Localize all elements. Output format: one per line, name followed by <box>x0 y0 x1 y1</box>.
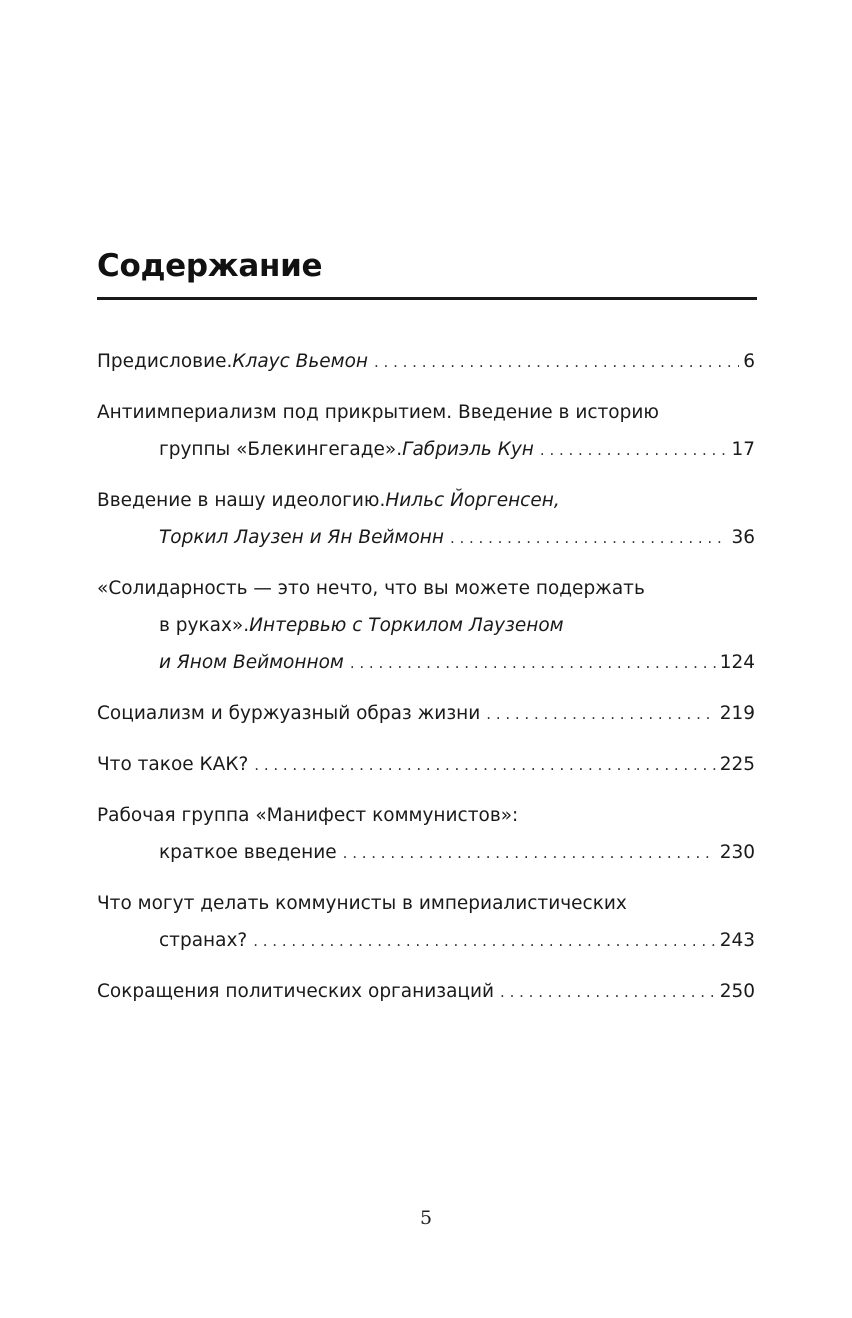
entry-author: Клаус Вьемон <box>232 351 369 372</box>
entry-title: странах? <box>159 930 248 951</box>
entry-title: «Солидарность — это нечто, что вы можете подержать <box>97 578 645 599</box>
entry-title: Введение в нашу идеологию. <box>97 490 386 511</box>
toc-entry <box>97 482 755 557</box>
toc-entry <box>97 695 755 733</box>
toc-list <box>97 343 755 1024</box>
toc-entry <box>97 394 755 469</box>
toc-line <box>97 922 755 960</box>
toc-line <box>97 973 755 1011</box>
dot-leader <box>486 695 715 733</box>
entry-page-number: 225 <box>719 754 755 775</box>
entry-author: Нильс Йоргенсен, <box>385 490 560 511</box>
entry-title: Что такое КАК? <box>97 754 249 775</box>
toc-entry <box>97 570 755 682</box>
entry-page-number: 230 <box>719 842 755 863</box>
toc-line <box>97 607 755 644</box>
toc-entry <box>97 343 755 381</box>
dot-leader <box>374 343 739 381</box>
entry-title: Антиимпериализм под прикрытием. Введение в историю <box>97 402 659 423</box>
entry-author: Торкил Лаузен и Ян Веймонн <box>159 527 444 548</box>
entry-title: Сокращения политических организаций <box>97 981 495 1002</box>
toc-line <box>97 885 755 922</box>
dot-leader <box>253 922 715 960</box>
toc-heading: Содержание <box>97 248 323 284</box>
dot-leader <box>500 973 716 1011</box>
dot-leader <box>450 519 728 557</box>
toc-line <box>97 482 755 519</box>
entry-title: Предисловие. <box>97 351 233 372</box>
toc-line <box>97 394 755 431</box>
toc-line <box>97 343 755 381</box>
entry-page-number: 250 <box>719 981 755 1002</box>
entry-page-number: 36 <box>731 527 755 548</box>
entry-author: Интервью с Торкилом Лаузеном <box>249 615 564 636</box>
toc-line <box>97 834 755 872</box>
entry-page-number: 17 <box>731 439 755 460</box>
toc-line <box>97 746 755 784</box>
toc-line <box>97 797 755 834</box>
heading-rule <box>97 297 757 300</box>
page-number: 5 <box>419 1207 433 1229</box>
toc-entry <box>97 797 755 872</box>
toc-entry <box>97 973 755 1011</box>
entry-author: и Яном Веймонном <box>159 652 344 673</box>
toc-line <box>97 695 755 733</box>
dot-leader <box>350 644 716 682</box>
toc-line <box>97 570 755 607</box>
entry-page-number: 243 <box>719 930 755 951</box>
toc-line <box>97 519 755 557</box>
entry-title: в руках». <box>159 615 250 636</box>
entry-page-number: 219 <box>719 703 755 724</box>
toc-entry <box>97 746 755 784</box>
entry-page-number: 6 <box>743 351 755 372</box>
entry-title: группы «Блекингегаде». <box>159 439 403 460</box>
entry-page-number: 124 <box>719 652 755 673</box>
toc-line <box>97 644 755 682</box>
entry-title: Что могут делать коммунисты в империалистических <box>97 893 627 914</box>
toc-entry <box>97 885 755 960</box>
entry-author: Габриэль Кун <box>402 439 534 460</box>
entry-title: краткое введение <box>159 842 337 863</box>
entry-title: Социализм и буржуазный образ жизни <box>97 703 481 724</box>
entry-title: Рабочая группа «Манифест коммунистов»: <box>97 805 519 826</box>
dot-leader <box>254 746 715 784</box>
toc-line <box>97 431 755 469</box>
dot-leader <box>540 431 728 469</box>
dot-leader <box>343 834 716 872</box>
